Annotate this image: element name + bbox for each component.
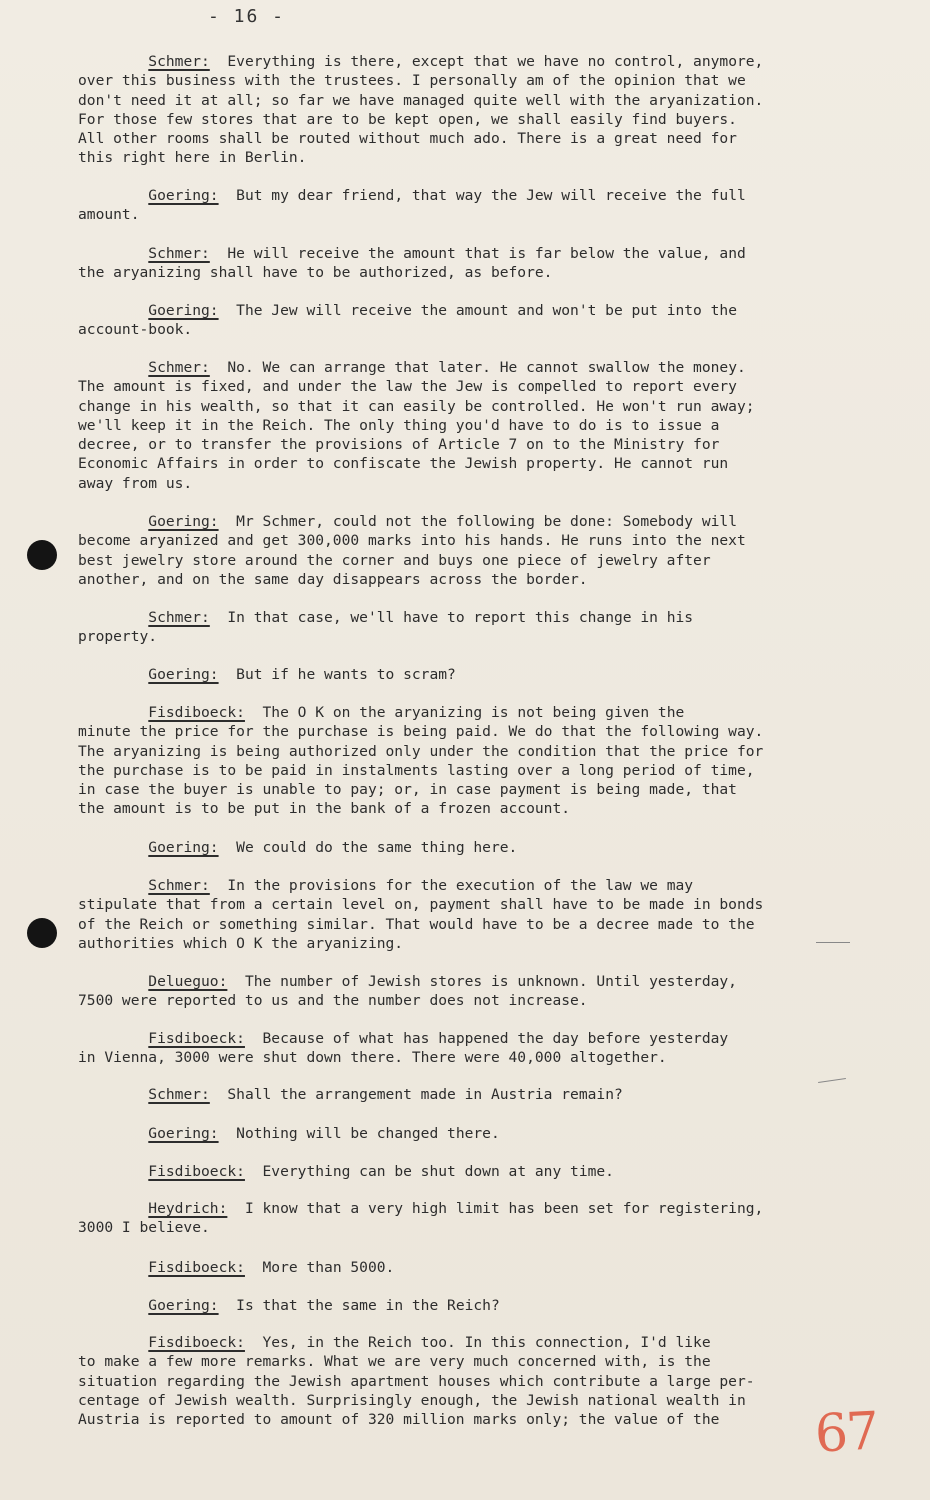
- text-line: The number of Jewish stores is unknown. Until yesterday,: [227, 973, 737, 990]
- text-line: The O K on the aryanizing is not being given the: [244, 704, 685, 721]
- paragraph: [78, 1199, 858, 1238]
- text-line: No. We can arrange that later. He cannot swallow the money.: [209, 359, 746, 376]
- paragraph: [78, 1085, 858, 1104]
- text-line: Economic Affairs in order to confiscate the Jewish property. He cannot run: [78, 455, 729, 473]
- speaker-name: Goering:: [148, 187, 219, 204]
- paragraph: [78, 972, 858, 1011]
- paragraph: [78, 244, 858, 283]
- text-line: situation regarding the Jewish apartment houses which contribute a large per-: [78, 1372, 755, 1390]
- text-line: I know that a very high limit has been set for registering,: [227, 1200, 764, 1217]
- paragraph: [78, 703, 858, 819]
- text-line: stipulate that from a certain level on, payment shall have to be made in bonds: [78, 896, 764, 914]
- page-number: - 16 -: [208, 6, 286, 27]
- text-line: We could do the same thing here.: [218, 839, 518, 856]
- text-line: to make a few more remarks. What we are very much concerned with, is the: [78, 1353, 711, 1371]
- paragraph: [78, 1258, 858, 1277]
- paragraph: [78, 512, 858, 589]
- text-line: But if he wants to scram?: [218, 666, 456, 683]
- text-line: In the provisions for the execution of the law we may: [209, 877, 694, 894]
- speaker-name: Schmer:: [148, 1086, 210, 1103]
- text-line: Is that the same in the Reich?: [218, 1297, 500, 1314]
- text-line: 3000 I believe.: [78, 1219, 210, 1237]
- speaker-name: Delueguo:: [148, 973, 228, 990]
- paragraph: [78, 1162, 858, 1181]
- paragraph: [78, 1333, 858, 1429]
- speaker-name: Fisdiboeck:: [148, 1030, 245, 1047]
- text-line: best jewelry store around the corner and buys one piece of jewelry after: [78, 551, 711, 569]
- paragraph: [78, 1296, 858, 1315]
- text-line: Everything can be shut down at any time.: [244, 1163, 614, 1180]
- text-line: away from us.: [78, 474, 193, 492]
- paragraph: [78, 838, 858, 857]
- text-line: Yes, in the Reich too. In this connection, I'd like: [244, 1334, 711, 1351]
- punch-hole-top: [27, 540, 57, 570]
- text-line: authorities which O K the aryanizing.: [78, 934, 404, 952]
- text-line: But my dear friend, that way the Jew will receive the full: [218, 187, 746, 204]
- folio-number: 67: [813, 1401, 879, 1465]
- speaker-name: Schmer:: [148, 359, 210, 376]
- speaker-name: Schmer:: [148, 877, 210, 894]
- paragraph: [78, 186, 858, 225]
- text-line: He will receive the amount that is far below the value, and: [209, 245, 746, 262]
- text-line: All other rooms shall be routed without much ado. There is a great need for: [78, 130, 737, 148]
- text-line: amount.: [78, 206, 140, 224]
- speaker-name: Fisdiboeck:: [148, 1334, 245, 1351]
- text-line: Shall the arrangement made in Austria remain?: [209, 1086, 623, 1103]
- speaker-name: Schmer:: [148, 609, 210, 626]
- speaker-name: Goering:: [148, 1125, 219, 1142]
- pencil-mark: [816, 942, 850, 943]
- punch-hole-bottom: [27, 918, 57, 948]
- speaker-name: Goering:: [148, 513, 219, 530]
- text-line: in Vienna, 3000 were shut down there. There were 40,000 altogether.: [78, 1049, 667, 1067]
- text-line: we'll keep it in the Reich. The only thing you'd have to do is to issue a: [78, 416, 720, 434]
- speaker-name: Goering:: [148, 1297, 219, 1314]
- text-line: The aryanizing is being authorized only under the condition that the price for: [78, 742, 764, 760]
- text-line: property.: [78, 628, 158, 646]
- paragraph: [78, 301, 858, 340]
- speaker-name: Goering:: [148, 302, 219, 319]
- text-line: the aryanizing shall have to be authorized, as before.: [78, 264, 553, 282]
- text-line: change in his wealth, so that it can easily be controlled. He won't run away;: [78, 397, 755, 415]
- text-line: In that case, we'll have to report this change in his: [209, 609, 694, 626]
- text-line: centage of Jewish wealth. Surprisingly enough, the Jewish national wealth in: [78, 1391, 746, 1409]
- paragraph: [78, 52, 858, 168]
- text-line: don't need it at all; so far we have managed quite well with the aryanization.: [78, 91, 764, 109]
- text-line: minute the price for the purchase is being paid. We do that the following way.: [78, 723, 764, 741]
- text-line: Nothing will be changed there.: [218, 1125, 500, 1142]
- paragraph: [78, 665, 858, 684]
- text-line: 7500 were reported to us and the number does not increase.: [78, 992, 588, 1010]
- text-line: decree, or to transfer the provisions of Article 7 on to the Ministry for: [78, 436, 720, 454]
- speaker-name: Goering:: [148, 666, 219, 683]
- paragraph: [78, 608, 858, 647]
- paragraph: [78, 876, 858, 953]
- speaker-name: Fisdiboeck:: [148, 1163, 245, 1180]
- speaker-name: Schmer:: [148, 245, 210, 262]
- speaker-name: Fisdiboeck:: [148, 1259, 245, 1276]
- text-line: Austria is reported to amount of 320 million marks only; the value of the: [78, 1411, 720, 1429]
- speaker-name: Heydrich:: [148, 1200, 228, 1217]
- text-line: become aryanized and get 300,000 marks into his hands. He runs into the next: [78, 532, 746, 550]
- text-line: another, and on the same day disappears across the border.: [78, 570, 588, 588]
- text-line: The amount is fixed, and under the law the Jew is compelled to report every: [78, 378, 737, 396]
- text-line: the amount is to be put in the bank of a frozen account.: [78, 800, 571, 818]
- text-line: the purchase is to be paid in instalments lasting over a long period of time,: [78, 761, 755, 779]
- text-line: Because of what has happened the day before yesterday: [244, 1030, 729, 1047]
- paragraph: [78, 1029, 858, 1068]
- text-line: Everything is there, except that we have no control, anymore,: [209, 53, 764, 70]
- speaker-name: Schmer:: [148, 53, 210, 70]
- text-line: of the Reich or something similar. That would have to be a decree made to the: [78, 915, 755, 933]
- text-line: The Jew will receive the amount and won't be put into the: [218, 302, 737, 319]
- text-line: this right here in Berlin.: [78, 149, 307, 167]
- text-line: More than 5000.: [244, 1259, 395, 1276]
- paragraph: [78, 1124, 858, 1143]
- text-line: over this business with the trustees. I personally am of the opinion that we: [78, 72, 746, 90]
- speaker-name: Goering:: [148, 839, 219, 856]
- text-line: Mr Schmer, could not the following be done: Somebody will: [218, 513, 737, 530]
- paragraph: [78, 358, 858, 493]
- text-line: account-book.: [78, 321, 193, 339]
- speaker-name: Fisdiboeck:: [148, 704, 245, 721]
- text-line: in case the buyer is unable to pay; or, in case payment is being made, that: [78, 781, 737, 799]
- text-line: For those few stores that are to be kept open, we shall easily find buyers.: [78, 110, 737, 128]
- pencil-mark: [818, 1078, 846, 1083]
